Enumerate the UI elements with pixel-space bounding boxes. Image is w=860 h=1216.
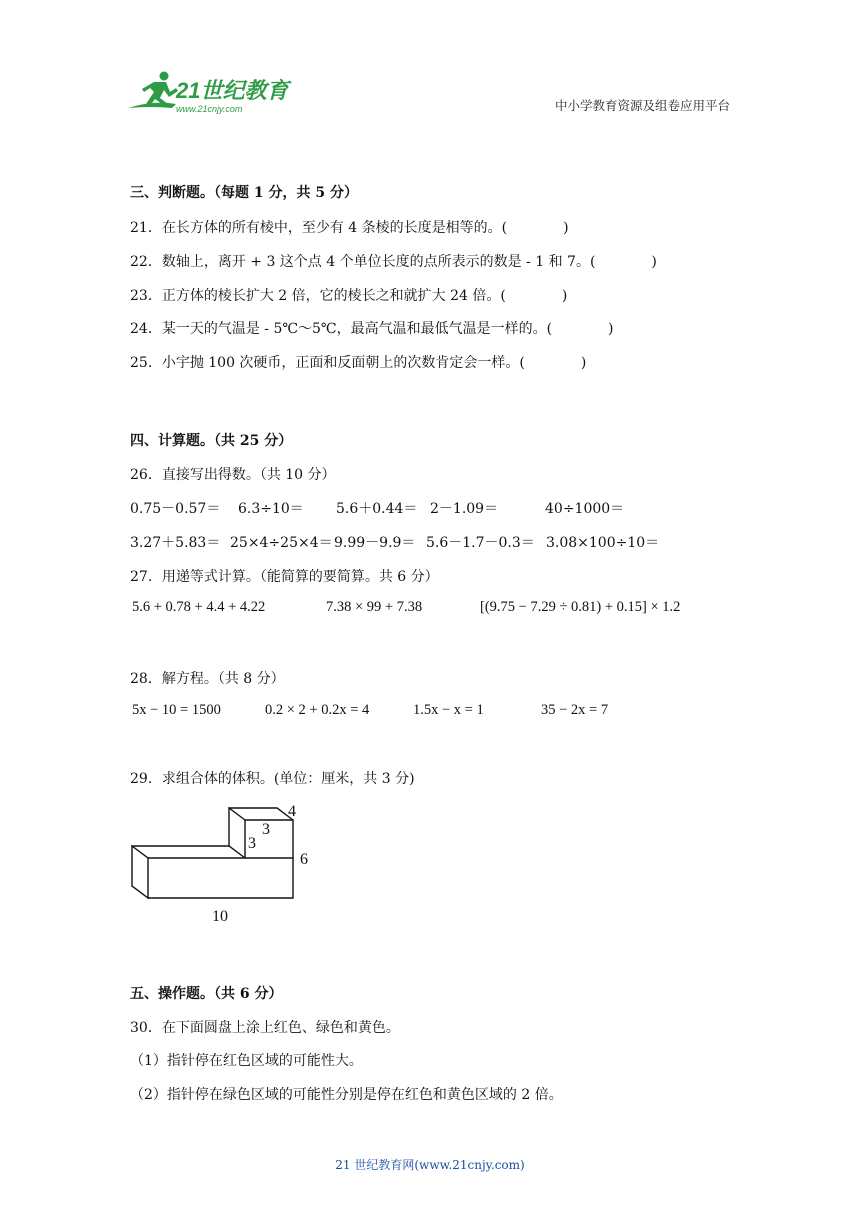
question-26-label: 26．直接写出得数。（共 10 分） bbox=[130, 467, 336, 483]
question-21-text: 21．在长方体的所有棱中，至少有 4 条棱的长度是相等的。( bbox=[130, 220, 508, 236]
q26-item: 40÷1000＝ bbox=[545, 501, 625, 517]
q28-equation: 35 − 2x = 7 bbox=[541, 702, 609, 718]
question-23-text: 23．正方体的棱长扩大 2 倍，它的棱长之和就扩大 24 倍。( bbox=[130, 288, 506, 304]
answer-paren: ) bbox=[580, 355, 587, 371]
q26-item: 5.6－1.7－0.3＝ bbox=[426, 535, 535, 551]
platform-name: 中小学教育资源及组卷应用平台 bbox=[554, 98, 730, 113]
dim-inner-b: 3 bbox=[248, 835, 256, 852]
q26-item: 25×4÷25×4＝ bbox=[230, 535, 333, 551]
answer-paren: ) bbox=[561, 288, 568, 304]
question-30-sub-1: （1）指针停在红色区域的可能性大。 bbox=[130, 1053, 363, 1069]
dim-top: 4 bbox=[288, 803, 296, 820]
site-logo bbox=[124, 68, 294, 118]
logo-text: 21世纪教育 bbox=[176, 78, 289, 103]
dim-height: 6 bbox=[300, 851, 308, 868]
q26-item: 9.99－9.9＝ bbox=[334, 535, 416, 551]
question-30: 30．在下面圆盘上涂上红色、绿色和黄色。 bbox=[130, 1020, 400, 1036]
question-21 bbox=[130, 217, 569, 237]
question-25 bbox=[130, 352, 586, 372]
footer-link[interactable]: 21 世纪教育网(www.21cnjy.com) bbox=[335, 1158, 525, 1172]
q26-item: 6.3÷10＝ bbox=[238, 501, 304, 517]
question-22-text: 22．数轴上，离开 + 3 这个点 4 个单位长度的点所表示的数是 - 1 和 7。( bbox=[130, 254, 596, 270]
logo-url: www.21cnjy.com bbox=[176, 104, 243, 114]
question-23 bbox=[130, 285, 567, 305]
dim-length: 10 bbox=[212, 908, 228, 925]
q28-equation: 0.2 × 2 + 0.2x = 4 bbox=[265, 702, 370, 718]
question-24-text: 24．某一天的气温是 - 5℃～5℃，最高气温和最低气温是一样的。( bbox=[130, 321, 553, 337]
dim-inner-a: 3 bbox=[262, 821, 270, 838]
q26-item: 5.6＋0.44＝ bbox=[336, 501, 418, 517]
section-4-title: 四、计算题。（共 25 分） bbox=[130, 433, 293, 449]
question-27-label: 27．用递等式计算。（能简算的要简算。共 6 分） bbox=[130, 569, 439, 585]
composite-solid-figure bbox=[128, 800, 328, 934]
question-29-label: 29．求组合体的体积。(单位：厘米，共 3 分) bbox=[130, 771, 415, 787]
q26-item: 3.27＋5.83＝ bbox=[130, 535, 221, 551]
q26-item: 3.08×100÷10＝ bbox=[546, 535, 660, 551]
question-24 bbox=[130, 318, 614, 338]
question-30-sub-2: （2）指针停在绿色区域的可能性分别是停在红色和黄色区域的 2 倍。 bbox=[130, 1087, 563, 1103]
answer-paren: ) bbox=[651, 254, 657, 270]
question-25-text: 25．小宇抛 100 次硬币，正面和反面朝上的次数肯定会一样。( bbox=[130, 355, 525, 371]
q27-expression: 7.38 × 99 + 7.38 bbox=[326, 599, 423, 615]
q27-expression: [(9.75 − 7.29 ÷ 0.81) + 0.15] × 1.2 bbox=[480, 599, 681, 615]
q26-item: 0.75－0.57＝ bbox=[130, 501, 221, 517]
answer-paren: ) bbox=[563, 220, 569, 236]
section-5-title: 五、操作题。（共 6 分） bbox=[130, 986, 283, 1002]
question-28-label: 28．解方程。（共 8 分） bbox=[130, 671, 285, 687]
q27-expression: 5.6 + 0.78 + 4.4 + 4.22 bbox=[132, 599, 266, 615]
question-22 bbox=[130, 251, 657, 271]
answer-paren: ) bbox=[608, 321, 614, 337]
q28-equation: 1.5x − x = 1 bbox=[413, 702, 484, 718]
q26-item: 2－1.09＝ bbox=[430, 501, 499, 517]
section-3-title: 三、判断题。（每题 1 分，共 5 分） bbox=[130, 185, 358, 201]
q28-equation: 5x − 10 = 1500 bbox=[132, 702, 221, 718]
